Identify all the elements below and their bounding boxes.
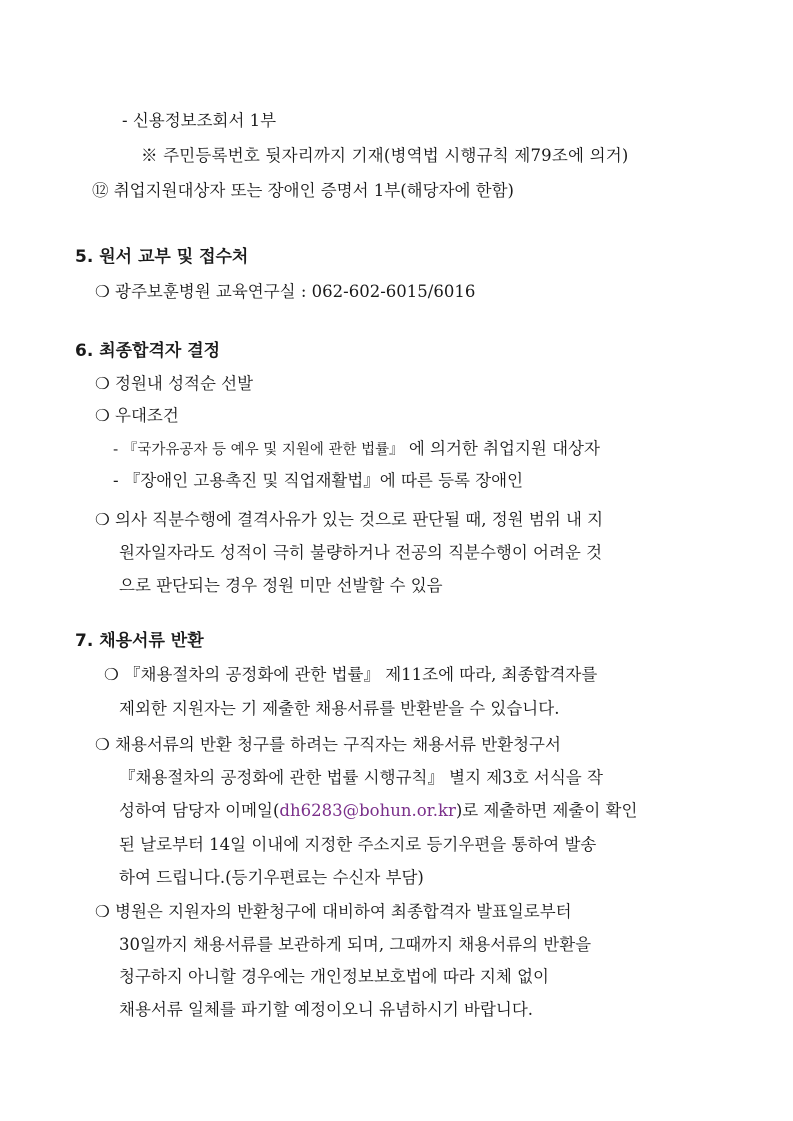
return-para2-line5: 하여 드립니다.(등기우편료는 수신자 부담)	[119, 868, 424, 887]
section-7-title: 7. 채용서류 반환	[75, 631, 204, 651]
patriot-law-suffix: 에 의거한 취업지원 대상자	[408, 439, 600, 458]
contact-email-link[interactable]: dh6283@bohun.or.kr	[279, 801, 456, 820]
application-office-line: ❍ 광주보훈병원 교육연구실 : 062-602-6015/6016	[95, 282, 476, 301]
return-para3-line2: 30일까지 채용서류를 보관하게 되며, 그때까지 채용서류의 반환을	[119, 935, 592, 954]
disqualification-line-2: 원자일자라도 성적이 극히 불량하거나 전공의 직분수행이 어려운 것	[119, 543, 603, 562]
return-para2-line2: 『채용절차의 공정화에 관한 법률 시행규칙』 별지 제3호 서식을 작	[119, 768, 603, 787]
return-para2-line4: 된 날로부터 14일 이내에 지정한 주소지로 등기우편을 통하여 발송	[119, 835, 597, 854]
preference-heading: ❍ 우대조건	[95, 406, 179, 425]
item-12-certificate: ⑫ 취업지원대상자 또는 장애인 증명서 1부(해당자에 한함)	[92, 181, 514, 200]
disqualification-line-3: 으로 판단되는 경우 정원 미만 선발할 수 있음	[119, 576, 443, 595]
return-para3-line3: 청구하지 아니할 경우에는 개인정보보호법에 따라 지체 없이	[119, 967, 549, 986]
return-para3-line1: ❍ 병원은 지원자의 반환청구에 대비하여 최종합격자 발표일로부터	[95, 902, 572, 921]
return-para1-line1: ❍ 『채용절차의 공정화에 관한 법률』 제11조에 따라, 최종합격자를	[104, 665, 598, 684]
return-para1-line2: 제외한 지원자는 기 제출한 채용서류를 반환받을 수 있습니다.	[119, 699, 560, 718]
resident-number-note: ※ 주민등록번호 뒷자리까지 기재(병역법 시행규칙 제79조에 의거)	[141, 146, 629, 165]
return-para2-line3	[119, 800, 637, 822]
section-5-title: 5. 원서 교부 및 접수처	[75, 247, 249, 267]
return-para2-line1: ❍ 채용서류의 반환 청구를 하려는 구직자는 채용서류 반환청구서	[95, 735, 561, 754]
preference-disabled-line: - 『장애인 고용촉진 및 직업재활법』에 따른 등록 장애인	[113, 471, 524, 490]
preference-patriot-line	[113, 438, 600, 461]
return-para3-line4: 채용서류 일체를 파기할 예정이오니 유념하시기 바랍니다.	[119, 1000, 534, 1019]
selection-rule-line: ❍ 정원내 성적순 선발	[95, 374, 254, 393]
disqualification-line-1: ❍ 의사 직분수행에 결격사유가 있는 것으로 판단될 때, 정원 범위 내 지	[95, 510, 604, 529]
patriot-law-title: - 『국가유공자 등 예우 및 지원에 관한 법률』	[113, 442, 404, 458]
section-6-title: 6. 최종합격자 결정	[75, 341, 221, 361]
email-suffix: )로 제출하면 제출이 확인	[455, 801, 638, 820]
credit-report-item: - 신용정보조회서 1부	[122, 111, 277, 130]
email-prefix: 성하여 담당자 이메일(	[119, 801, 280, 820]
